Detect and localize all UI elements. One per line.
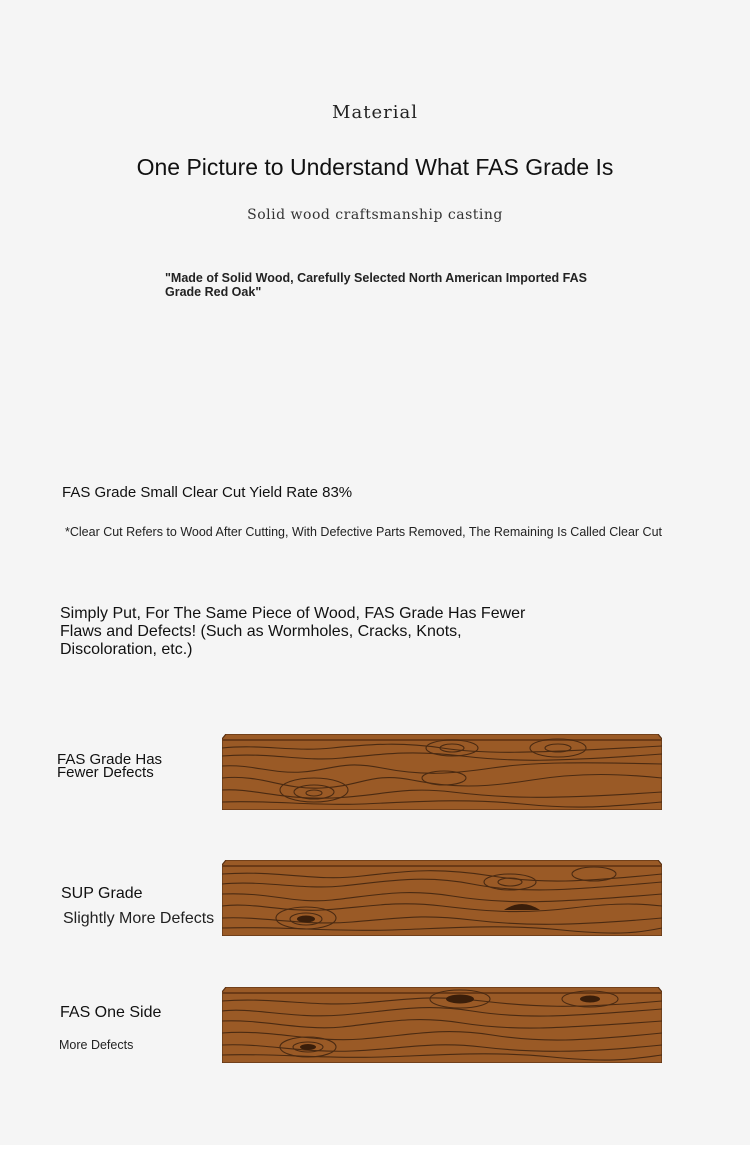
subtitle: Solid wood craftsmanship casting [247, 207, 503, 223]
section-label: Material [332, 102, 418, 123]
intro-quote: "Made of Solid Wood, Carefully Selected North American Imported FAS Grade Red Oak" [165, 271, 587, 299]
explanation-text: Simply Put, For The Same Piece of Wood, FAS Grade Has Fewer Flaws and Defects! (Such as Wormholes, Cracks, Knots, Discoloration, etc.) [60, 605, 526, 658]
grade-title-fas-one-side: FAS One Side [60, 1004, 162, 1021]
grade-title-fas: FAS Grade Has Fewer Defects [57, 751, 163, 781]
wood-plank-sup [222, 860, 662, 936]
wood-plank-fas [222, 734, 662, 810]
grade-note-fas-one-side: More Defects [59, 1038, 134, 1052]
yield-headline: FAS Grade Small Clear Cut Yield Rate 83% [62, 484, 353, 501]
grade-note-sup: Slightly More Defects [63, 910, 215, 927]
clear-cut-footnote: *Clear Cut Refers to Wood After Cutting, With Defective Parts Removed, The Remaining Is Called Clear Cut [65, 525, 663, 539]
wood-plank-fas-one-side [222, 987, 662, 1063]
page-title: One Picture to Understand What FAS Grade Is [136, 154, 614, 180]
grade-title-sup: SUP Grade [61, 885, 143, 902]
